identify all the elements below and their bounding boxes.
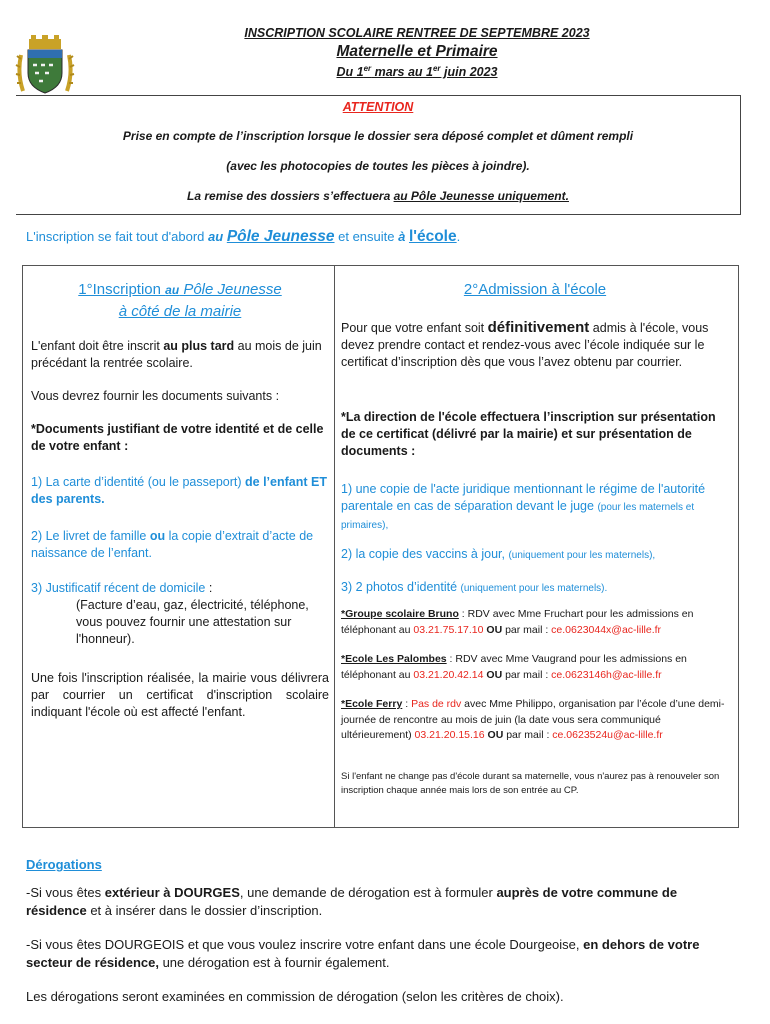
attention-line-2: (avec les photocopies de toutes les pièces à joindre). bbox=[226, 159, 530, 173]
derogations-title: Dérogations bbox=[26, 857, 102, 872]
column-divider bbox=[334, 266, 335, 827]
palombes-email-link[interactable]: ce.0623146h@ac-lille.fr bbox=[551, 668, 662, 681]
attention-box bbox=[16, 95, 741, 215]
attention-line-3: La remise des dossiers s’effectuera au Pôle Jeunesse uniquement. bbox=[187, 189, 569, 203]
step-2-documents-heading: *La direction de l'école effectuera l’inscription sur présentation de ce certificat (délivré par la mairie) et sur présentation de documents : bbox=[341, 410, 716, 458]
steps-table bbox=[22, 265, 739, 828]
document-subtitle: Maternelle et Primaire bbox=[336, 43, 498, 60]
registration-dates: Du 1er mars au 1er juin 2023 bbox=[336, 64, 498, 80]
maternelle-renewal-note: Si l'enfant ne change pas d'école durant sa maternelle, vous n'aurez pas à renouveler son inscription chaque année mais lors de son entrée au CP. bbox=[341, 771, 720, 796]
derogations-commission: Les dérogations seront examinées en commission de dérogation (selon les critères de choix). bbox=[26, 989, 564, 1004]
step-1-deadline: L'enfant doit être inscrit au plus tard au mois de juin précédant la rentrée scolaire. bbox=[31, 339, 322, 370]
step-1-title: 1°Inscription au Pôle Jeunesse à côté de la mairie bbox=[78, 281, 282, 320]
derogations-dourgeois: -Si vous êtes DOURGEOIS et que vous voulez inscrire votre enfant dans une école Dourgeoise, en dehors de votre secteur de résidence, une dérogation est à fournir également. bbox=[26, 937, 700, 970]
step-1-item-1: 1) La carte d’identité (ou le passeport) de l’enfant ET des parents. bbox=[31, 475, 327, 506]
school-ferry-contact: *Ecole Ferry : Pas de rdv avec Mme Philippo, organisation par l’école d’une demi-journée de rencontre au mois de juin (la date vous sera communiqué ultérieurement) 03.21.20.15.16 OU par mail : ce.0623524u@ac-lille.fr bbox=[341, 698, 725, 741]
step-1-documents-intro: Vous devrez fournir les documents suivants : bbox=[31, 389, 280, 403]
attention-title: ATTENTION bbox=[342, 100, 414, 114]
step-2-intro: Pour que votre enfant soit définitivement admis à l'école, vous devez prendre contact et rendez-vous avec l’école indiquée sur le certificat d’inscription dès que vous l’avez obtenu par courrier. bbox=[341, 319, 709, 369]
bruno-email-link[interactable]: ce.0623044x@ac-lille.fr bbox=[551, 623, 662, 636]
step-1-item-3: 3) Justificatif récent de domicile : bbox=[31, 581, 213, 595]
step-1-item-3-detail: (Facture d’eau, gaz, électricité, téléphone, vous pouvez fournir une attestation sur l'honneur). bbox=[76, 598, 309, 646]
intro-sentence: L'inscription se fait tout d'abord au Pôle Jeunesse et ensuite à l'école. bbox=[26, 228, 461, 245]
school-bruno-contact: *Groupe scolaire Bruno : RDV avec Mme Fruchart pour les admissions en téléphonant au 03.21.75.17.10 OU par mail : ce.0623044x@ac-lille.fr bbox=[341, 608, 694, 636]
step-1-identity-heading: *Documents justifiant de votre identité et de celle de votre enfant : bbox=[31, 422, 324, 453]
step-2-item-2: 2) la copie des vaccins à jour, (uniquement pour les maternels), bbox=[341, 547, 656, 561]
school-palombes-contact: *Ecole Les Palombes : RDV avec Mme Vaugrand pour les admissions en téléphonant au 03.21.20.42.14 OU par mail : ce.0623146h@ac-lille.fr bbox=[341, 653, 687, 681]
document-title: INSCRIPTION SCOLAIRE RENTREE DE SEPTEMBRE 2023 bbox=[244, 26, 590, 40]
attention-line-1: Prise en compte de l’inscription lorsque le dossier sera déposé complet et dûment rempli bbox=[122, 129, 634, 143]
step-1-certificate-note: Une fois l'inscription réalisée, la mairie vous délivrera par courrier un certificat d'inscription scolaire indiquant l'école où est affecté l'enfant. bbox=[31, 671, 329, 719]
derogations-section bbox=[26, 856, 726, 1006]
derogations-exterior: -Si vous êtes extérieur à DOURGES, une demande de dérogation est à formuler auprès de votre commune de résidence et à insérer dans le dossier d’inscription. bbox=[26, 885, 678, 918]
step-2-title: 2°Admission à l'école bbox=[463, 281, 607, 298]
ferry-email-link[interactable]: ce.0623524u@ac-lille.fr bbox=[552, 729, 663, 741]
step-2-item-1: 1) une copie de l'acte juridique mentionnant le régime de l'autorité parentale en cas de séparation devant le juge (pour les maternels et primaires), bbox=[341, 482, 706, 531]
step-2-item-3: 3) 2 photos d’identité (uniquement pour les maternels). bbox=[341, 580, 608, 594]
step-1-item-2: 2) Le livret de famille ou la copie d’extrait d’acte de naissance de l’enfant. bbox=[31, 529, 314, 560]
